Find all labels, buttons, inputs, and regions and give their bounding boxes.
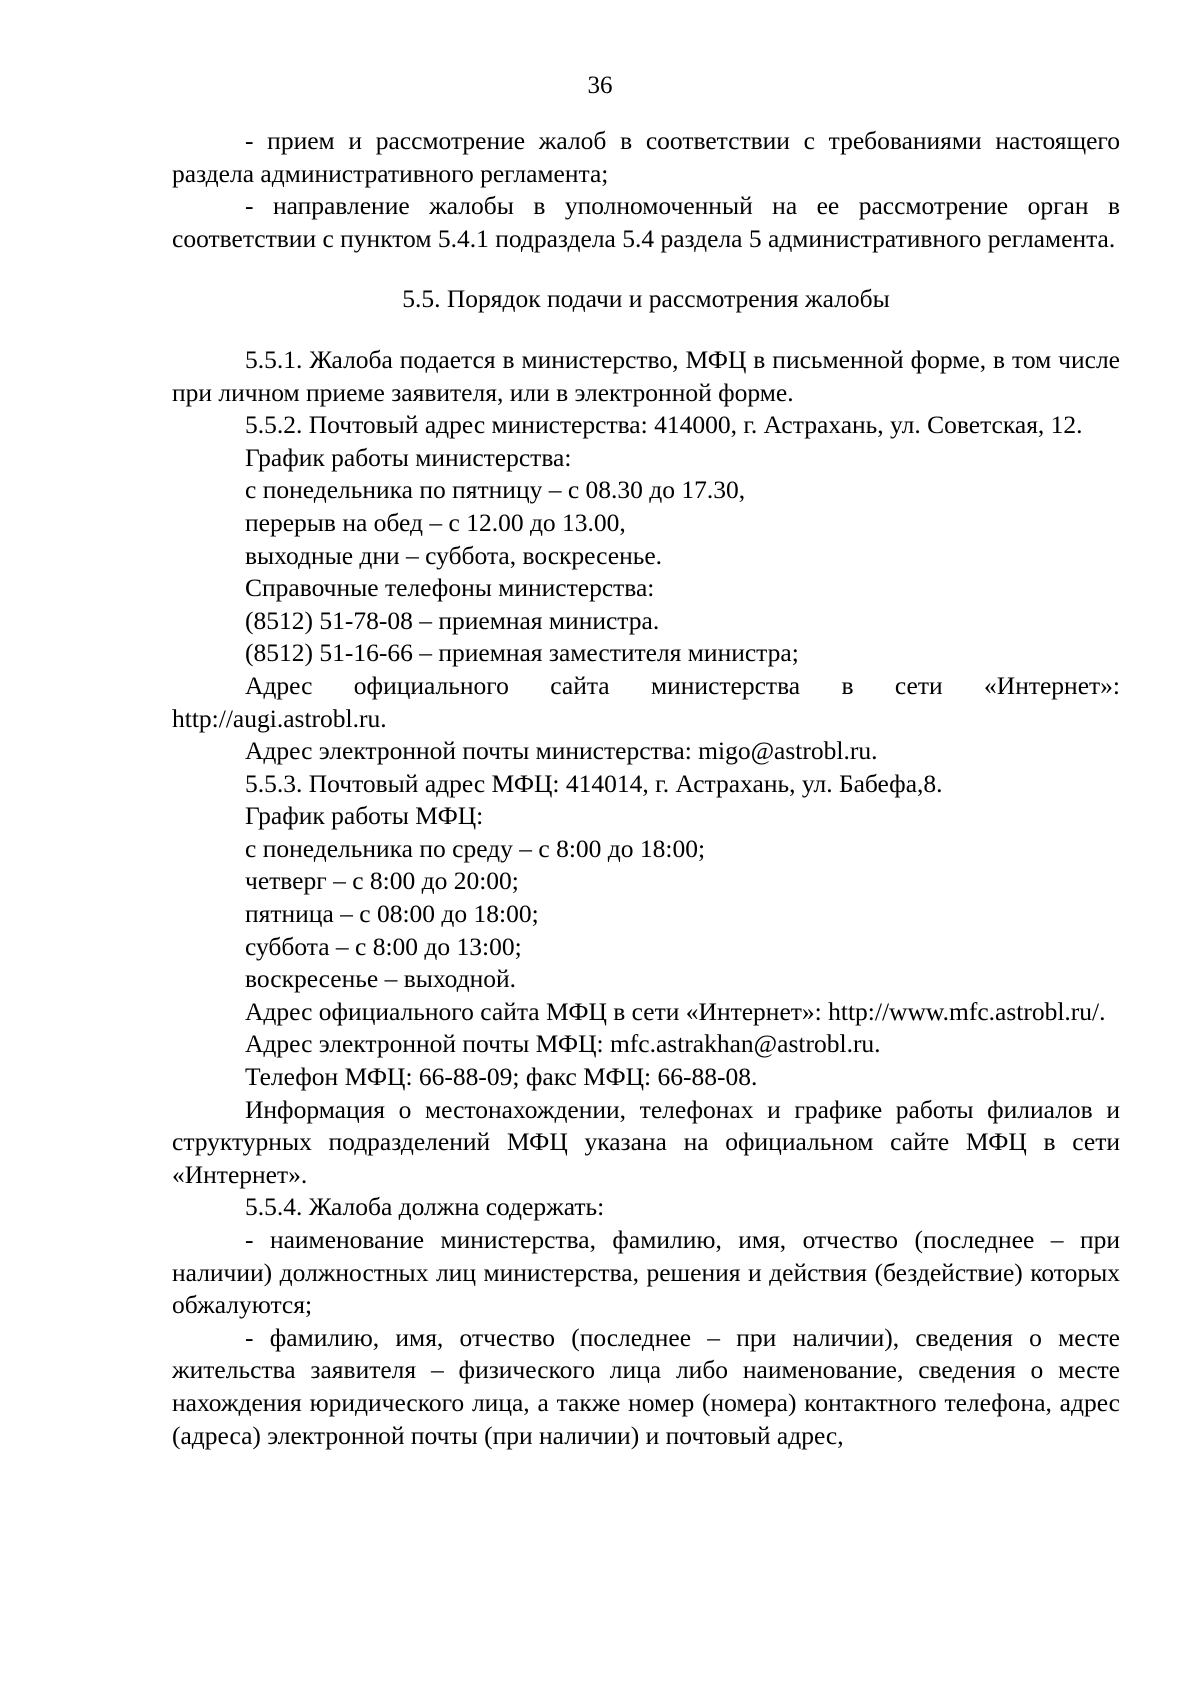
- paragraph-p22: Адрес официального сайта МФЦ в сети «Интернет»: http://www.mfc.astrobl.ru/.: [245, 996, 1106, 1026]
- paragraph-p13: Адрес официального сайта министерства в сети «Интернет»: http://augi.astrobl.ru.: [172, 670, 1120, 733]
- paragraph-p28: - фамилию, имя, отчество (последнее – при наличии), сведения о месте жительства заявителя – физического лица либо наименование, сведения о месте нахождения юридического лица, а также номер (номера) контактного телефона, адрес (адреса) электронной почты (при наличии) и почтовый адрес,: [172, 1322, 1120, 1450]
- paragraph-p17: с понедельника по среду – с 8:00 до 18:00;: [245, 833, 706, 863]
- paragraph-p08: перерыв на обед – с 12.00 до 13.00,: [245, 507, 626, 537]
- section-heading: 5.5. Порядок подачи и рассмотрения жалобы: [402, 284, 890, 314]
- paragraph-p10: Справочные телефоны министерства:: [245, 573, 655, 603]
- paragraph-p07: с понедельника по пятницу – с 08.30 до 17.30,: [245, 475, 746, 505]
- paragraph-p01: - прием и рассмотрение жалоб в соответствии с требованиями настоящего раздела административного регламента;: [172, 126, 1120, 188]
- paragraph-p16: График работы МФЦ:: [245, 801, 484, 831]
- paragraph-p27: - наименование министерства, фамилию, имя, отчество (последнее – при наличии) должностных лиц министерства, решения и действия (бездействие) которых обжалуются;: [172, 1225, 1120, 1320]
- paragraph-p02: - направление жалобы в уполномоченный на ее рассмотрение орган в соответствии с пунктом 5.4.1 подраздела 5.4 раздела 5 административного регламента.: [172, 191, 1120, 253]
- document-body: [172, 125, 1120, 1452]
- paragraph-p12: (8512) 51-16-66 – приемная заместителя министра;: [245, 638, 799, 668]
- page-number: 36: [587, 72, 613, 99]
- paragraph-p06: График работы министерства:: [245, 442, 572, 472]
- paragraph-p15: 5.5.3. Почтовый адрес МФЦ: 414014, г. Астрахань, ул. Бабефа,8.: [245, 768, 943, 798]
- paragraph-p04: 5.5.1. Жалоба подается в министерство, МФЦ в письменной форме, в том числе при личном приеме заявителя, или в электронной форме.: [172, 344, 1120, 407]
- paragraph-p21: воскресенье – выходной.: [245, 964, 517, 994]
- paragraph-p09: выходные дни – суббота, воскресенье.: [245, 540, 663, 570]
- paragraph-p25: Информация о местонахождении, телефонах и графике работы филиалов и структурных подразделений МФЦ указана на официальном сайте МФЦ в сети «Интернет».: [172, 1094, 1120, 1189]
- paragraph-p05: 5.5.2. Почтовый адрес министерства: 414000, г. Астрахань, ул. Советская, 12.: [245, 410, 1083, 440]
- paragraph-p20: суббота – с 8:00 до 13:00;: [245, 931, 522, 961]
- paragraph-p11: (8512) 51-78-08 – приемная министра.: [245, 605, 660, 635]
- paragraph-p23: Адрес электронной почты МФЦ: mfc.astrakhan@astrobl.ru.: [245, 1029, 881, 1059]
- paragraph-p19: пятница – с 08:00 до 18:00;: [245, 899, 539, 929]
- paragraph-p26: 5.5.4. Жалоба должна содержать:: [245, 1192, 605, 1222]
- paragraph-p18: четверг – с 8:00 до 20:00;: [245, 866, 519, 896]
- paragraph-p24: Телефон МФЦ: 66-88-09; факс МФЦ: 66-88-08.: [245, 1062, 758, 1092]
- paragraph-p14: Адрес электронной почты министерства: migo@astrobl.ru.: [245, 736, 878, 766]
